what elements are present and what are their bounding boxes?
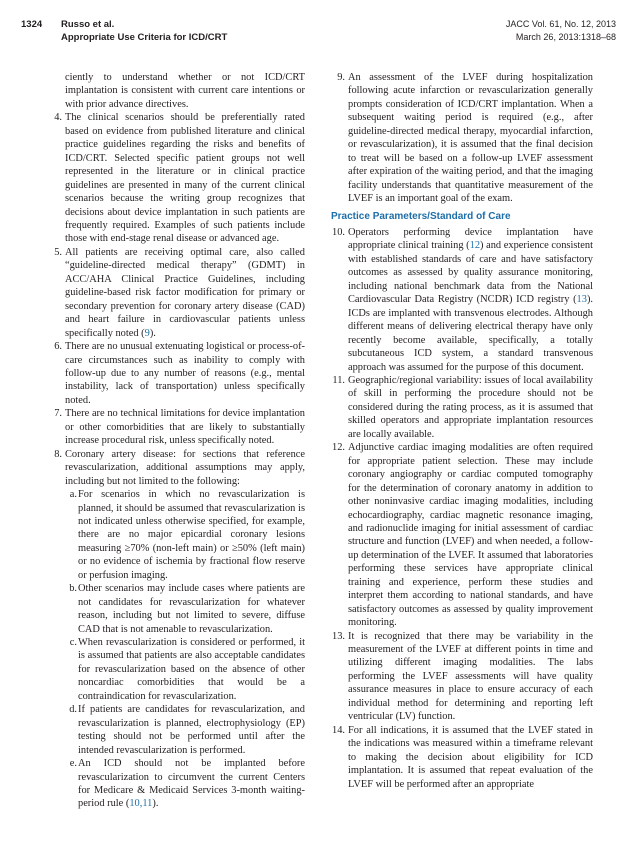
sub-item-a: a. For scenarios in which no revascularization is planned, it should be assumed that revascularization is not indicated unless otherwise specified, for example, there are no major epicardial coronary lesions measuring ≥70% (non-left main) or ≥50% (left main) or no evidence of ischemia by fractional flow reserve or perfusion imaging. [69,489,305,581]
citation-link[interactable]: 12 [469,240,481,252]
running-header-right [506,18,616,44]
citation-link[interactable]: 13 [576,294,587,306]
citation-link[interactable]: 9 [144,327,150,339]
list-item-7: 7. There are no technical limitations for device implantation or other comorbidities that are likely to substantially increase procedural risk, unless specifically noted. [54,408,305,447]
header-authors: Russo et al. [61,19,115,30]
list-item-12: 12. Adjunctive cardiac imaging modalities are often required for appropriate patient selection. These may include coronary angiography or cardiac computed tomography for the determination of coronary anatomy in addition to other noninvasive cardiac imaging modalities, including echocardiography, cardiac magnetic resonance imaging, and radionuclide imaging for initial assessment of cardiac structure and function (LVEF) and when needed, a follow-up determination of the LVEF. It assumed that laboratories performing these services have appropriate clinical training and experience, perform these studies and interpret them according to national standards, and have satisfactory outcomes as assessed by quality improvement monitoring. [332,442,593,629]
list-item-5: 5. All patients are receiving optimal care, also called “guideline-directed medical therapy” (GDMT) in ACC/AHA Clinical Practice Guidelines, including guideline-based risk factor modification for primary or secondary prevention for coronary artery disease (CAD) and heart failure in cardiovascular patients unless specifically noted (9). [54,246,305,339]
right-column [331,71,593,791]
list-item-continuation: ciently to understand whether or not ICD/CRT implantation is consistent with current care intentions or with prior advance directives. [65,72,305,110]
citation-link[interactable]: 10,11 [129,798,153,810]
sub-item-c: c. When revascularization is considered or performed, it is assumed that patients are also acceptable candidates for revascularization based on the absence of other noncardiac comorbidities that would be a contraindication for revascularization. [69,637,305,702]
list-item-6: 6. There are no unusual extenuating logistical or process-of-care circumstances such as inability to comply with follow-up due to any number of reasons (e.g., mental instability, lack of transportation) unless specifically noted. [54,341,305,406]
list-item-14: 14. For all indications, it is assumed that the LVEF stated in the indications was measured within a timeframe relevant to making the decision about eligibility for ICD implantation. It is assumed that repeat evaluation of the LVEF will be performed after an appropriate [332,724,593,790]
journal-citation: JACC Vol. 61, No. 12, 2013 [505,19,616,29]
list-item-9: 9. An assessment of the LVEF during hospitalization following acute infarction or revascularization generally prompts consideration of ICD/CRT implantation. When a subsequent waiting period is required (e.g., after guideline-directed medical therapy, myocardial infarction, or revascularization), it is assumed that the final decision to treat will be based on a follow-up LVEF assessment after expiration of the waiting period, and that the imaging facility understands that quantitative measurement of the LVEF is an important goal of the exam. [337,72,593,205]
list-item-10: 10. Operators performing device implantation have appropriate clinical training (12) and experience consistent with established standards of care and have satisfactory outcomes as assessed by quality assurance monitoring, including national benchmark data from the National Cardiovascular Data Registry (NCDR) ICD registry (13). ICDs are implanted with transvenous electrodes. Although different means of delivering electrical therapy have only recently become available, specifically, a totally subcutaneous ICD system, a standard transvenous approach was assumed for the purpose of this document. [332,226,593,373]
list-item-13: 13. It is recognized that there may be variability in the measurement of the LVEF at different points in time and utilizing different imaging modalities. The labs performing the LVEF assessments will have quality assurance measures in place to ensure accuracy of each individual method for determining and reporting left ventricular (LV) function. [332,630,593,723]
list-item-11: 11. Geographic/regional variability: issues of local availability of skill in performing the procedure should not be considered during the rating process, as it is assumed that skilled operators and appropriate implantation resources are locally available. [332,374,593,440]
left-column [48,71,305,811]
sub-item-d: d. If patients are candidates for revascularization, and revascularization is planned, electrophysiology (EP) testing should not be performed until after the intended revascularization is performed. [69,704,305,756]
list-item-8: 8. Coronary artery disease: for sections that reference revascularization, additional assumptions may apply, including but not limited to the following: a. For scenarios in which no revascularization is planned, it should be assumed that revascularization is not indicated unless otherwise specified, for example, there are no major epicardial coronary lesions measuring ≥70% (non-left main) or ≥50% (left main) or no evidence of ischemia by fractional flow reserve or perfusion imaging. b. Other scenarios may include cases where patients are not candidates for revascularization for whatever reason, including but not limited to severe, diffuse CAD that is not amenable to revascularization. c. When revascularization is considered or performed, it is assumed that patients are also acceptable candidates for revascularization based on the absence of other noncardiac comorbidities that would be a contraindication for revascularization. d. If patients are candidates for revascularization, and revascularization is planned, electrophysiology (EP) testing should not be performed until after the intended revascularization is performed. e. An ICD should not be implanted before revascularization to circumvent the current Centers for Medicare & Medicaid Services 3-month waiting-period rule (10,11). [54,448,305,810]
page-number: 1324 [21,19,43,30]
list-item-4: 4. The clinical scenarios should be preferentially rated based on evidence from published literature and clinical practice guidelines regarding the risks and benefits of ICD/CRT. Selected specific patient groups not well represented in the literature or in clinical practice guidelines are presented in many of the current clinical scenarios because the writing group recognizes that decisions about device implantation in such patients are frequently required. Examples of such patients include those with end-stage renal disease or advanced age. [54,112,305,245]
section-heading: Practice Parameters/Standard of Care [331,210,511,222]
running-header-left [21,18,227,44]
sub-item-b: b. Other scenarios may include cases where patients are not candidates for revascularization for whatever reason, including but not limited to severe, diffuse CAD that is not amenable to revascularization. [69,583,305,635]
sub-item-e: e. An ICD should not be implanted before revascularization to circumvent the current Centers for Medicare & Medicaid Services 3-month waiting-period rule (10,11). [69,758,305,810]
header-short-title: Appropriate Use Criteria for ICD/CRT [61,32,228,43]
issue-date: March 26, 2013:1318–68 [515,32,616,42]
